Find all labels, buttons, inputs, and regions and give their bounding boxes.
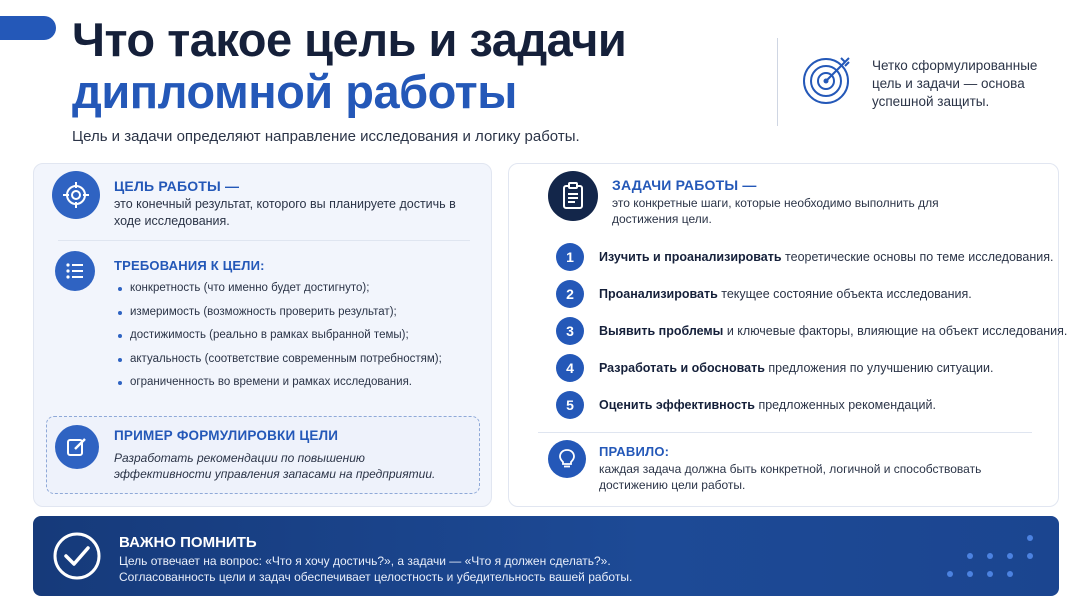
accent-tab xyxy=(0,16,56,40)
header-note: Четко сформулированные цель и задачи — основа успешной защиты. xyxy=(872,58,1038,109)
clipboard-icon xyxy=(548,171,598,221)
divider xyxy=(58,240,470,241)
example-heading: ПРИМЕР ФОРМУЛИРОВКИ ЦЕЛИ xyxy=(114,428,339,443)
list-item: 4 Разработать и обосновать предложения по улучшению ситуации. xyxy=(556,354,993,382)
example-text: Разработать рекомендации по повышению эффективности управления запасами на предприятии. xyxy=(114,451,436,481)
banner-text: Цель отвечает на вопрос: «Что я хочу достичь?», а задачи — «Что я должен сделать?». Согласованность цели и задач обеспечивает целостность и убедительность вашей работы. xyxy=(119,554,633,584)
rule-text: каждая задача должна быть конкретной, логичной и способствовать достижению цели работы. xyxy=(599,462,982,492)
bullet-icon xyxy=(118,358,122,362)
bullet-icon xyxy=(118,287,122,291)
requirements-list xyxy=(118,282,442,400)
requirements-heading: ТРЕБОВАНИЯ К ЦЕЛИ: xyxy=(114,258,265,273)
tasks-text: это конкретные шаги, которые необходимо выполнить для достижения цели. xyxy=(612,196,939,226)
banner-title: ВАЖНО ПОМНИТЬ xyxy=(119,534,257,551)
decorative-dots xyxy=(940,532,1040,584)
step-number: 4 xyxy=(556,354,584,382)
bullet-icon xyxy=(118,311,122,315)
goal-heading: ЦЕЛЬ РАБОТЫ — xyxy=(114,178,240,194)
bullet-icon xyxy=(118,334,122,338)
list-item: ограниченность во времени и рамках исследования. xyxy=(118,376,442,400)
list-item: 3 Выявить проблемы и ключевые факторы, влияющие на объект исследования. xyxy=(556,317,1067,345)
divider xyxy=(538,432,1032,433)
lightbulb-icon xyxy=(548,440,586,478)
page-subtitle: Цель и задачи определяют направление исследования и логику работы. xyxy=(72,128,580,145)
step-number: 1 xyxy=(556,243,584,271)
list-item: достижимость (реально в рамках выбранной темы); xyxy=(118,329,442,353)
step-number: 5 xyxy=(556,391,584,419)
list-item: измеримость (возможность проверить результат); xyxy=(118,306,442,330)
step-number: 2 xyxy=(556,280,584,308)
list-item: конкретность (что именно будет достигнуто); xyxy=(118,282,442,306)
checkmark-icon xyxy=(52,531,102,581)
list-item: 5 Оценить эффективность предложенных рекомендаций. xyxy=(556,391,936,419)
goal-text: это конечный результат, которого вы планируете достичь в ходе исследования. xyxy=(114,197,456,228)
list-icon xyxy=(55,251,95,291)
page-title: Что такое цель и задачи xyxy=(72,13,627,66)
tasks-heading: ЗАДАЧИ РАБОТЫ — xyxy=(612,177,757,193)
rule-heading: ПРАВИЛО: xyxy=(599,444,670,459)
bullet-icon xyxy=(118,381,122,385)
list-item: 1 Изучить и проанализировать теоретические основы по теме исследования. xyxy=(556,243,1054,271)
header-divider xyxy=(777,38,778,126)
list-item: актуальность (соответствие современным потребностям); xyxy=(118,353,442,377)
target-icon xyxy=(801,52,855,106)
list-item: 2 Проанализировать текущее состояние объекта исследования. xyxy=(556,280,972,308)
edit-icon xyxy=(55,425,99,469)
crosshair-icon xyxy=(52,171,100,219)
page-title-highlight: дипломной работы xyxy=(72,65,517,118)
step-number: 3 xyxy=(556,317,584,345)
